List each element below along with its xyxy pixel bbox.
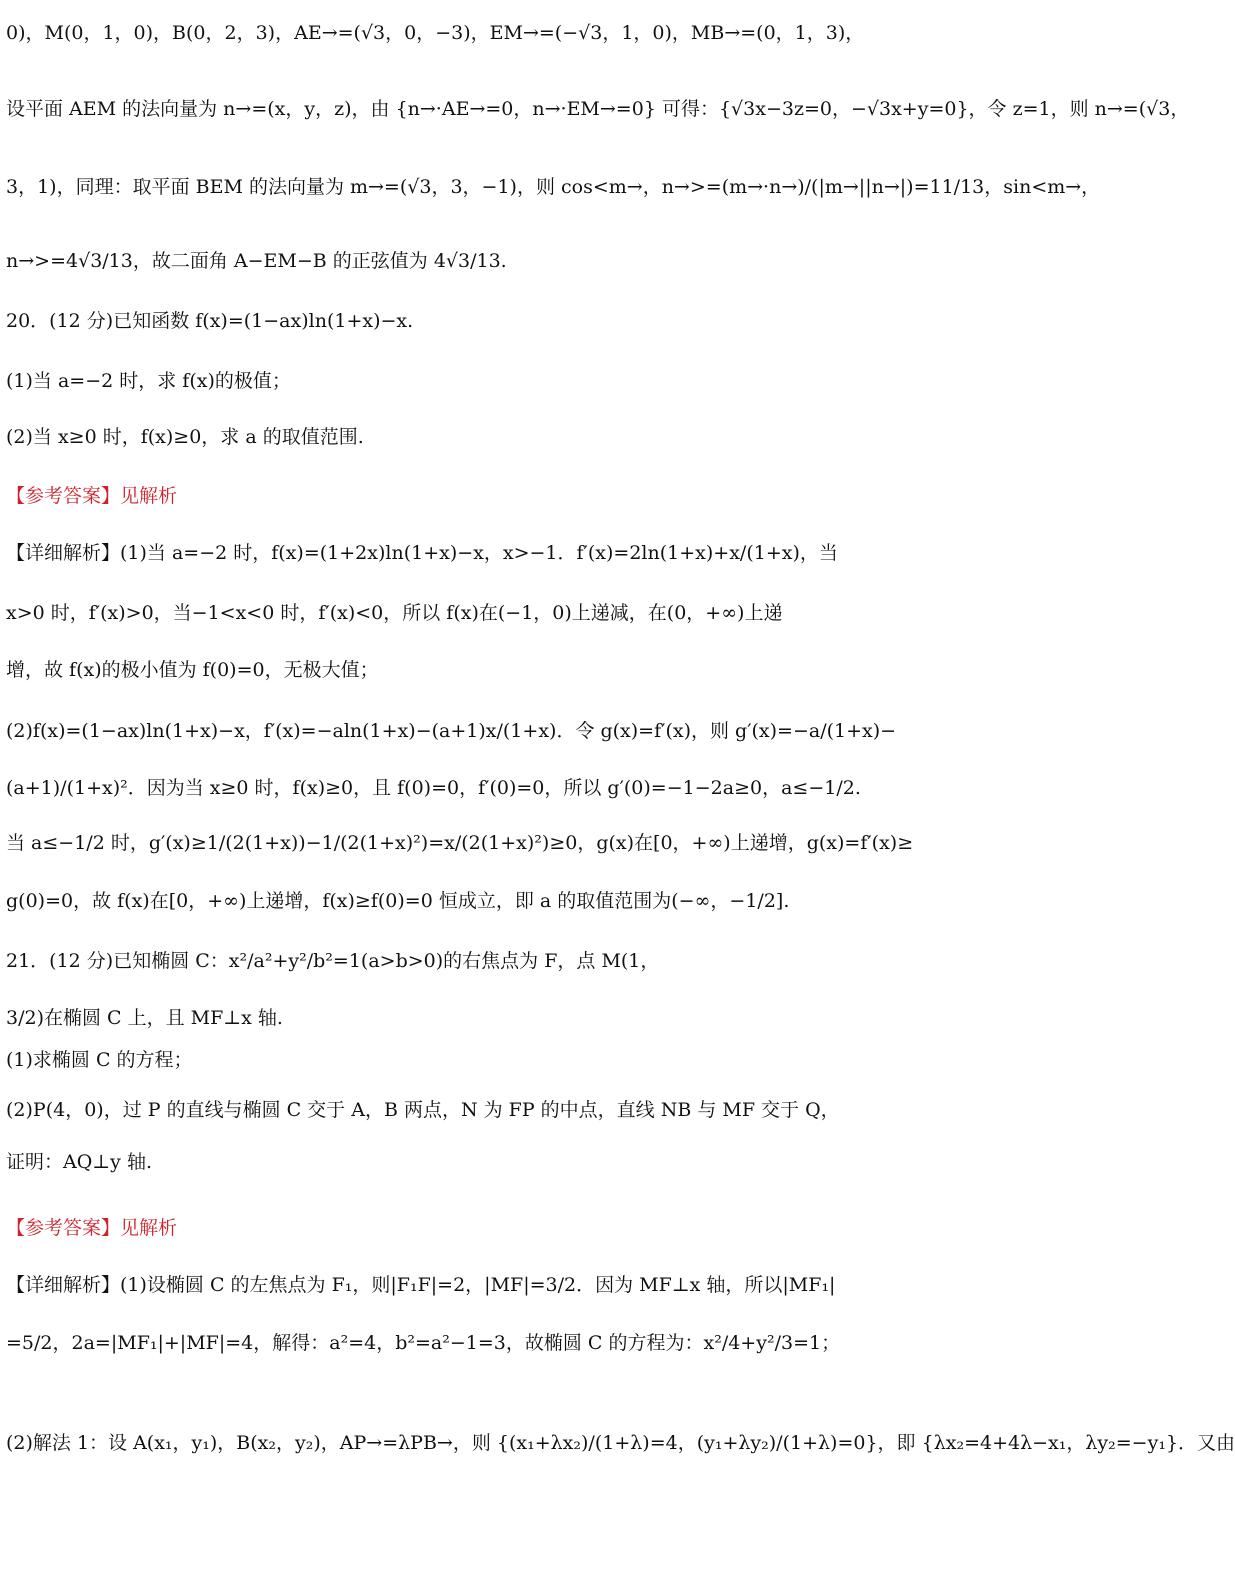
text-line: x>0 时，f′(x)>0，当−1<x<0 时，f′(x)<0，所以 f(x)在(−1，0)上递减，在(0，+∞)上递 [6,602,783,624]
solution-line: 【详细解析】(1)当 a=−2 时，f(x)=(1+2x)ln(1+x)−x，x>−1．f′(x)=2ln(1+x)+x/(1+x)，当 [6,542,838,564]
solution-line: 【详细解析】(1)设椭圆 C 的左焦点为 F₁，则|F₁F|=2，|MF|=3/2．因为 MF⊥x 轴，所以|MF₁| [6,1274,836,1296]
answer-label: 【参考答案】见解析 [6,1217,178,1239]
text-line: (2)当 x≥0 时，f(x)≥0，求 a 的取值范围. [6,426,364,448]
text-line: (2)P(4，0)，过 P 的直线与椭圆 C 交于 A，B 两点，N 为 FP 的中点，直线 NB 与 MF 交于 Q， [6,1099,840,1121]
text-line: 证明：AQ⊥y 轴. [6,1151,152,1173]
text-line: (1)当 a=−2 时，求 f(x)的极值； [6,370,291,392]
text-line: n→>=4√3/13，故二面角 A−EM−B 的正弦值为 4√3/13. [6,250,507,272]
text-line: (a+1)/(1+x)²．因为当 x≥0 时，f(x)≥0，且 f(0)=0，f′(0)=0，所以 g′(0)=−1−2a≥0，a≤−1/2. [6,777,861,799]
text-line: 3/2)在椭圆 C 上，且 MF⊥x 轴. [6,1007,283,1029]
text-line: (2)f(x)=(1−ax)ln(1+x)−x，f′(x)=−aln(1+x)−(a+1)x/(1+x)．令 g(x)=f′(x)，则 g′(x)=−a/(1+x)− [6,720,897,742]
answer-label: 【参考答案】见解析 [6,485,178,507]
text-line: 当 a≤−1/2 时，g′(x)≥1/(2(1+x))−1/(2(1+x)²)=x/(2(1+x)²)≥0，g(x)在[0，+∞)上递增，g(x)=f′(x)≥ [6,832,914,854]
text-line: 3，1)，同理：取平面 BEM 的法向量为 m→=(√3，3，−1)，则 cos<m→，n→>=(m→·n→)/(|m→||n→|)=11/13，sin<m→， [6,176,1101,198]
text-line: 0)，M(0，1，0)，B(0，2，3)，AE→=(√3，0，−3)，EM→=(−√3，1，0)，MB→=(0，1，3)， [6,22,865,44]
text-line: 设平面 AEM 的法向量为 n→=(x，y，z)，由 {n→·AE→=0，n→·EM→=0} 可得：{√3x−3z=0，−√3x+y=0}，令 z=1，则 n→=(√3， [6,98,1190,120]
text-line: (2)解法 1：设 A(x₁，y₁)，B(x₂，y₂)，AP→=λPB→，则 {(x₁+λx₂)/(1+λ)=4，(y₁+λy₂)/(1+λ)=0}，即 {λx₂=4+4λ−x₁，λy₂=−y₁}．又由 [6,1432,1235,1454]
problem-20-title: 20．(12 分)已知函数 f(x)=(1−ax)ln(1+x)−x. [6,310,414,332]
text-line: =5/2，2a=|MF₁|+|MF|=4，解得：a²=4，b²=a²−1=3，故椭圆 C 的方程为：x²/4+y²/3=1； [6,1332,841,1354]
text-line: g(0)=0，故 f(x)在[0，+∞)上递增，f(x)≥f(0)=0 恒成立，即 a 的取值范围为(−∞，−1/2]. [6,890,790,912]
text-line: 增，故 f(x)的极小值为 f(0)=0，无极大值； [6,659,379,681]
problem-21-title: 21．(12 分)已知椭圆 C：x²/a²+y²/b²=1(a>b>0)的右焦点为 F，点 M(1， [6,950,660,972]
text-line: (1)求椭圆 C 的方程； [6,1049,193,1071]
